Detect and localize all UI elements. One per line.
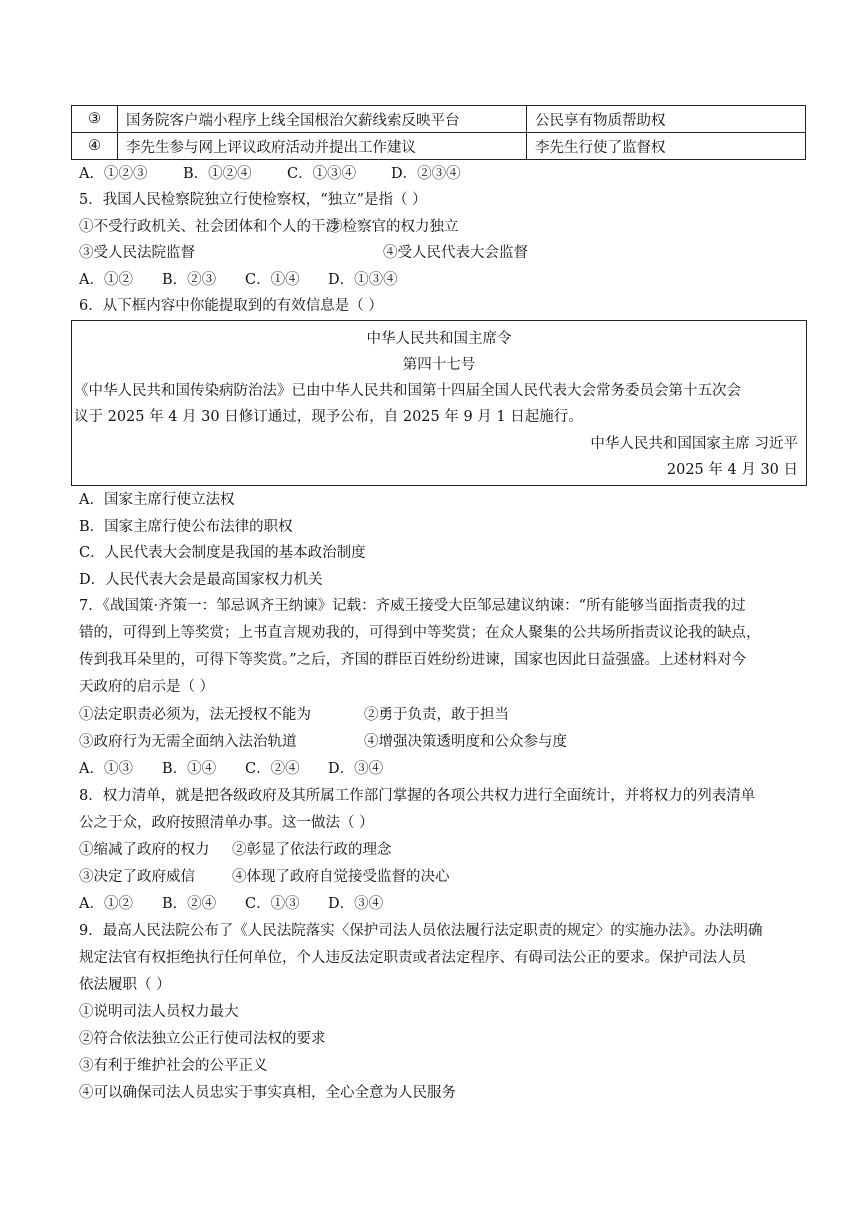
table-cell-num: ④ [72, 133, 118, 160]
q4-option-b: B．①②④ [183, 166, 252, 182]
q7-line-3: 传到我耳朵里的，可得下等奖赏。”之后，齐国的群臣百姓纷纷进谏，国家也因此日益强盛。上述材料对今 [79, 652, 747, 668]
q9-item-2: ②符合依法独立公正行使司法权的要求 [79, 1031, 326, 1047]
q7-item-2: ②勇于负责，敢于担当 [364, 707, 509, 723]
q8-line-2: 公之于众，政府按照清单办事。这一做法（ ） [79, 815, 374, 831]
q6-option-b: B．国家主席行使公布法律的职权 [79, 519, 293, 535]
q4-option-c: C．①③④ [287, 166, 357, 182]
q6-option-d: D．人民代表大会是最高国家权力机关 [79, 572, 323, 588]
q5-option-d: D．①③④ [328, 272, 398, 288]
q7-item-4: ④增强决策透明度和公众参与度 [364, 734, 567, 750]
rights-table [71, 105, 806, 160]
q8-option-b: B．②④ [162, 896, 217, 912]
table-cell-event: 李先生参与网上评议政府活动并提出工作建议 [118, 133, 527, 160]
q6-option-a: A．国家主席行使立法权 [79, 492, 235, 508]
decree-signer: 中华人民共和国国家主席 习近平 [590, 436, 798, 452]
q7-item-1: ①法定职责必须为，法无授权不能为 [79, 707, 311, 723]
q8-option-a: A．①② [79, 896, 133, 912]
q8-item-1: ①缩减了政府的权力 [79, 842, 210, 858]
q5-option-a: A．①② [79, 272, 133, 288]
q7-line-1: 7．《战国策·齐策一：邹忌讽齐王纳谏》记载：齐威王接受大臣邹忌建议纳谏：“所有能够当面指责我的过 [79, 598, 746, 614]
q5-item-2: ②检察官的权力独立 [328, 219, 459, 235]
table-row [72, 133, 806, 160]
decree-body-line-2: 议于 2025 年 4 月 30 日修订通过，现予公布，自 2025 年 9 月 1 日起施行。 [74, 409, 583, 425]
q4-option-d: D．②③④ [391, 166, 461, 182]
q8-option-d: D．③④ [328, 896, 384, 912]
q5-option-c: C．①④ [245, 272, 300, 288]
table-row [72, 106, 806, 133]
q8-line-1: 8．权力清单，就是把各级政府及其所属工作部门掌握的各项公共权力进行全面统计，并将权力的列表清单 [79, 788, 756, 804]
q9-line-2: 规定法官有权拒绝执行任何单位，个人违反法定职责或者法定程序、有碍司法公正的要求。保护司法人员 [79, 950, 746, 966]
decree-date: 2025 年 4 月 30 日 [666, 462, 798, 478]
q8-item-4: ④体现了政府自觉接受监督的决心 [232, 869, 450, 885]
decree-body-line-1: 《中华人民共和国传染病防治法》已由中华人民共和国第十四届全国人民代表大会常务委员会第十五次会 [74, 383, 741, 399]
q5-item-4: ④受人民代表大会监督 [383, 245, 528, 261]
q8-options [79, 894, 383, 914]
q7-line-4: 天政府的启示是（ ） [79, 679, 215, 695]
q9-line-1: 9．最高人民法院公布了《人民法院落实〈保护司法人员依法履行法定职责的规定〉的实施办法》。办法明确 [79, 923, 763, 939]
q9-item-4: ④可以确保司法人员忠实于事实真相，全心全意为人民服务 [79, 1085, 456, 1101]
q8-item-2: ②彰显了依法行政的理念 [232, 842, 392, 858]
q7-line-2: 错的，可得到上等奖赏；上书直言规劝我的，可得到中等奖赏；在众人聚集的公共场所指责议论我的缺点， [79, 625, 761, 641]
q8-option-c: C．①③ [245, 896, 300, 912]
decree-title: 中华人民共和国主席令 [366, 331, 512, 347]
q7-option-a: A．①③ [79, 761, 133, 777]
table-cell-event: 国务院客户端小程序上线全国根治欠薪线索反映平台 [118, 106, 527, 133]
q6-option-c: C．人民代表大会制度是我国的基本政治制度 [79, 545, 366, 561]
q7-option-d: D．③④ [328, 761, 384, 777]
table-cell-right: 公民享有物质帮助权 [527, 106, 806, 133]
q5-option-b: B．②③ [162, 272, 217, 288]
q7-option-c: C．②④ [245, 761, 300, 777]
q5-item-1: ①不受行政机关、社会团体和个人的干涉 [79, 219, 340, 235]
q9-line-3: 依法履职（ ） [79, 977, 171, 993]
q4-option-a: A．①②③ [79, 166, 148, 182]
q5-stem: 5．我国人民检察院独立行使检察权，“独立”是指（ ） [79, 192, 427, 208]
q5-options [79, 270, 398, 290]
q9-item-1: ①说明司法人员权力最大 [79, 1004, 239, 1020]
q8-item-3: ③决定了政府威信 [79, 869, 195, 885]
q9-item-3: ③有利于维护社会的公平正义 [79, 1058, 268, 1074]
q7-item-3: ③政府行为无需全面纳入法治轨道 [79, 734, 297, 750]
decree-number: 第四十七号 [402, 357, 476, 373]
table-cell-num: ③ [72, 106, 118, 133]
decree-box [71, 320, 807, 486]
q7-options [79, 759, 383, 779]
q5-item-3: ③受人民法院监督 [79, 245, 195, 261]
q6-stem: 6．从下框内容中你能提取到的有效信息是（ ） [79, 298, 383, 314]
table-cell-right: 李先生行使了监督权 [527, 133, 806, 160]
q4-options [79, 164, 461, 184]
q7-option-b: B．①④ [162, 761, 217, 777]
